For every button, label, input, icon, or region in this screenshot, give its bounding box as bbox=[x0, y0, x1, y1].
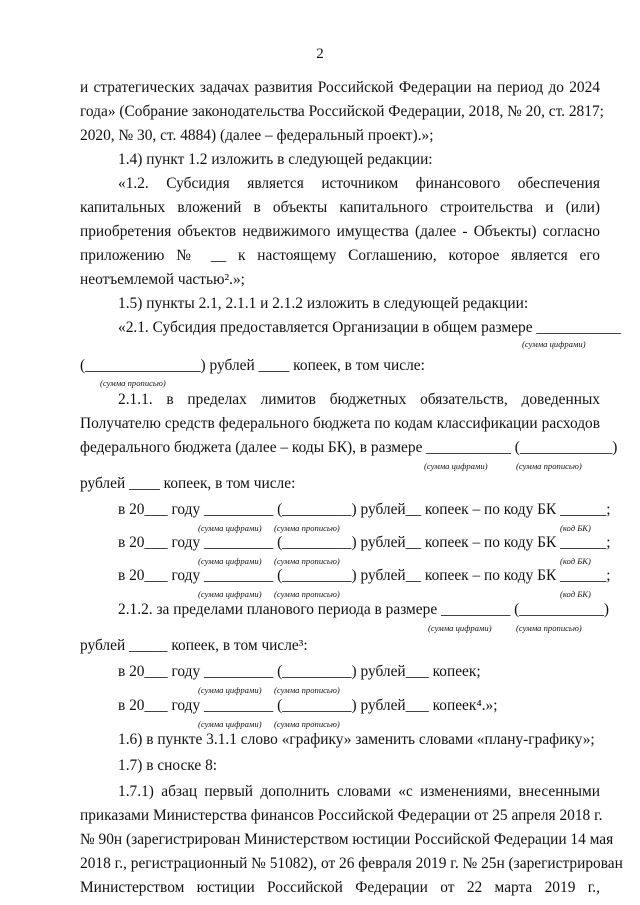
text-line: 2.1.1. в пределах лимитов бюджетных обязательств, доведенных bbox=[118, 391, 600, 408]
text-line: неотъемлемой частью².»; bbox=[80, 271, 245, 288]
text-line: 1.6) в пункте 3.1.1 слово «графику» заменить словами «плану-графику»; bbox=[118, 731, 595, 748]
hint-sum-words: (сумма прописью) bbox=[274, 556, 340, 566]
text-line: в 20___ году _________ (_________) рублей__ копеек – по коду БК ______; bbox=[118, 534, 611, 551]
text-line: 1.7.1) абзац первый дополнить словами «с изменениями, внесенными bbox=[118, 783, 600, 800]
text-line: капитальных вложений в объекты капитального строительства и (или) bbox=[80, 199, 600, 216]
text-line: 1.4) пункт 1.2 изложить в следующей редакции: bbox=[118, 151, 433, 168]
page-number: 2 bbox=[316, 46, 324, 62]
hint-sum-words: (сумма прописью) bbox=[516, 461, 582, 471]
hint-sum-digits: (сумма цифрами) bbox=[198, 719, 262, 729]
hint-sum-words: (сумма прописью) bbox=[100, 378, 166, 388]
text-line: (_______________) рублей ____ копеек, в том числе: bbox=[80, 357, 425, 374]
text-line: приобретения объектов недвижимого имущества (далее - Объекты) согласно bbox=[80, 223, 600, 240]
hint-bk-code: (код БК) bbox=[560, 589, 591, 599]
text-line: 2020, № 30, ст. 4884) (далее – федеральный проект).»; bbox=[80, 127, 434, 144]
text-line: приказами Министерства финансов Российской Федерации от 25 апреля 2018 г. bbox=[80, 807, 603, 824]
text-line: Получателю средств федерального бюджета по кодам классификации расходов bbox=[80, 415, 600, 432]
text-line: в 20___ году _________ (_________) рублей___ копеек; bbox=[118, 663, 481, 680]
text-line: в 20___ году _________ (_________) рублей__ копеек – по коду БК ______; bbox=[118, 501, 611, 518]
hint-bk-code: (код БК) bbox=[560, 556, 591, 566]
text-line: в 20___ году _________ (_________) рублей__ копеек – по коду БК ______; bbox=[118, 567, 611, 584]
hint-sum-words: (сумма прописью) bbox=[274, 589, 340, 599]
hint-sum-digits: (сумма цифрами) bbox=[198, 556, 262, 566]
text-line: «1.2. Субсидия является источником финансового обеспечения bbox=[118, 175, 600, 192]
text-line: 2018 г., регистрационный № 51082), от 26 февраля 2019 г. № 25н (зарегистрирован bbox=[80, 855, 623, 872]
text-line: № 90н (зарегистрирован Министерством юстиции Российской Федерации 14 мая bbox=[80, 831, 614, 848]
hint-sum-digits: (сумма цифрами) bbox=[428, 623, 492, 633]
hint-sum-words: (сумма прописью) bbox=[516, 623, 582, 633]
text-line: 1.7) в сноске 8: bbox=[118, 757, 218, 774]
text-line: в 20___ году _________ (_________) рублей___ копеек⁴.»; bbox=[118, 697, 498, 714]
hint-sum-digits: (сумма цифрами) bbox=[424, 461, 488, 471]
text-line: федерального бюджета (далее – коды БК), в размере ___________ (____________) bbox=[80, 439, 618, 456]
text-line: года» (Собрание законодательства Российской Федерации, 2018, № 20, ст. 2817; bbox=[80, 103, 604, 120]
hint-sum-words: (сумма прописью) bbox=[274, 719, 340, 729]
text-line: рублей ____ копеек, в том числе: bbox=[80, 475, 296, 492]
hint-sum-digits: (сумма цифрами) bbox=[522, 339, 586, 349]
text-line: «2.1. Субсидия предоставляется Организации в общем размере ___________ bbox=[118, 319, 622, 336]
hint-sum-digits: (сумма цифрами) bbox=[198, 589, 262, 599]
text-line: приложению № __ к настоящему Соглашению, которое является его bbox=[80, 247, 600, 264]
text-line: и стратегических задачах развития Российской Федерации на период до 2024 bbox=[80, 79, 600, 96]
text-line: 1.5) пункты 2.1, 2.1.1 и 2.1.2 изложить в следующей редакции: bbox=[118, 295, 529, 312]
text-line: рублей _____ копеек, в том числе³: bbox=[80, 637, 308, 654]
hint-bk-code: (код БК) bbox=[560, 523, 591, 533]
text-line: 2.1.2. за пределами планового периода в размере _________ (___________) bbox=[118, 601, 610, 618]
text-line: Министерством юстиции Российской Федерации от 22 марта 2019 г., bbox=[80, 879, 600, 896]
hint-sum-digits: (сумма цифрами) bbox=[198, 523, 262, 533]
hint-sum-words: (сумма прописью) bbox=[274, 523, 340, 533]
hint-sum-digits: (сумма цифрами) bbox=[198, 685, 262, 695]
hint-sum-words: (сумма прописью) bbox=[274, 685, 340, 695]
